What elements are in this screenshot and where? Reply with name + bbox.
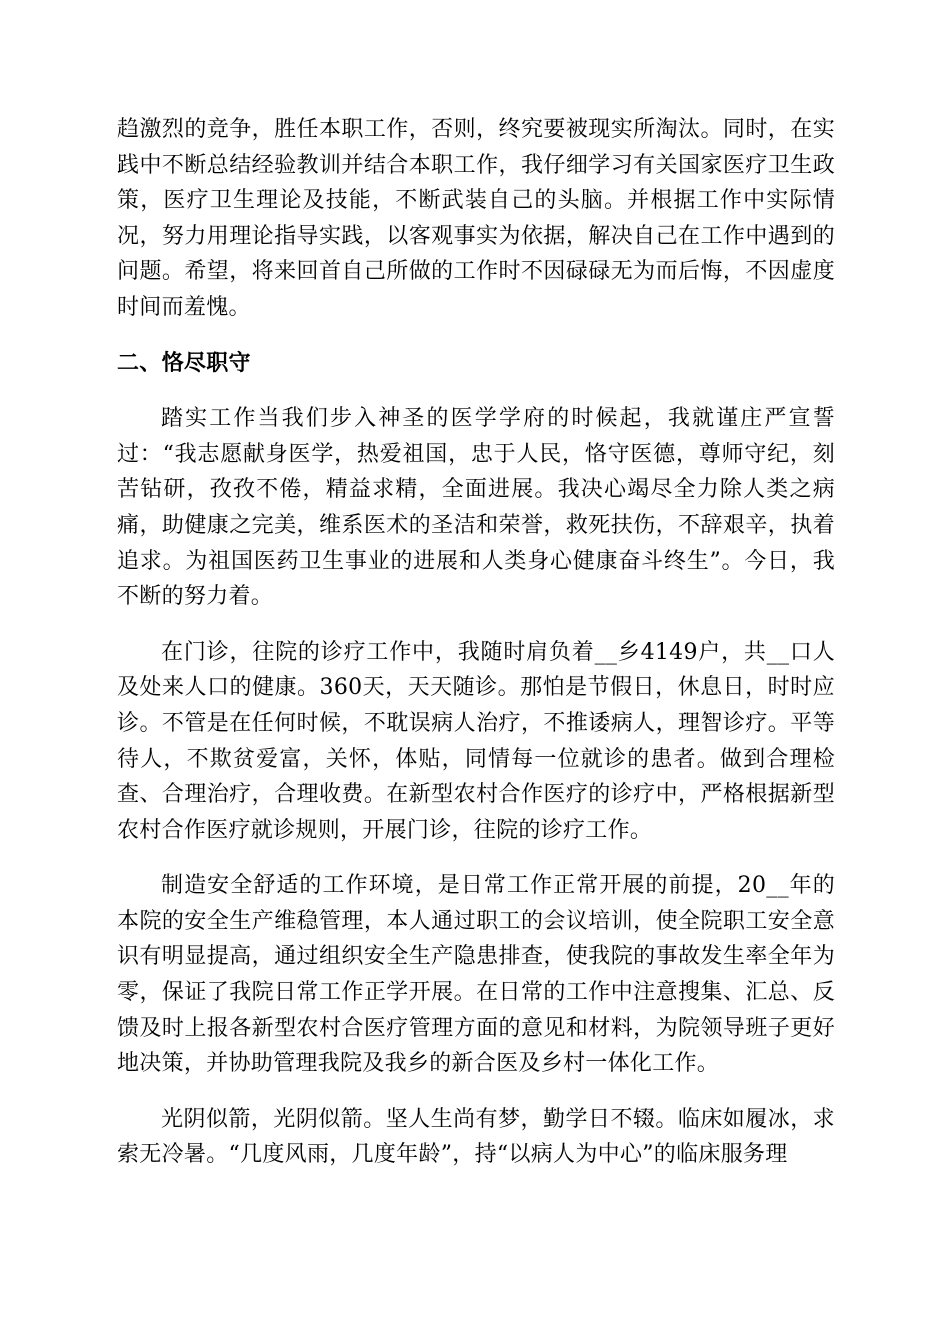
section-heading: 二、恪尽职守 xyxy=(117,350,251,376)
paragraph-safety-management: 制造安全舒适的工作环境，是日常工作正常开展的前提，20__年的本院的安全生产维稳管理，本人通过职工的会议培训，使全院职工安全意识有明显提高，通过组织安全生产隐患排查，使我院的事故发生率全年为零，保证了我院日常工作正学开展。在日常的工作中注意搜集、汇总、反馈及时上报各新型农村合医疗管理方面的意见和材料，为院领导班子更好地决策，并协助管理我院及我乡的新合医及乡村一体化工作。 xyxy=(117,873,835,1077)
document-body xyxy=(117,112,835,1173)
paragraph-closing: 光阴似箭，光阴似箭。坚人生尚有梦，勤学日不辍。临床如履冰，求索无冷暑。“几度风雨，几度年龄”，持“以病人为中心”的临床服务理 xyxy=(117,1106,835,1168)
paragraph-clinic-work: 在门诊，往院的诊疗工作中，我随时肩负着__乡4149户，共__口人及处来人口的健康。360天，天天随诊。那怕是节假日，休息日，时时应诊。不管是在任何时候，不耽误病人治疗，不推诿病人，理智诊疗。平等待人，不欺贫爱富，关怀，体贴，同情每一位就诊的患者。做到合理检查、合理治疗，合理收费。在新型农村合作医疗的诊疗中，严格根据新型农村合作医疗就诊规则，开展门诊，往院的诊疗工作。 xyxy=(117,639,835,843)
paragraph-oath: 踏实工作当我们步入神圣的医学学府的时候起，我就谨庄严宣誓过：“我志愿献身医学，热爱祖国，忠于人民，恪守医德，尊师守纪，刻苦钻研，孜孜不倦，精益求精，全面进展。我决心竭尽全力除人类之病痛，助健康之完美，维系医术的圣洁和荣誉，救死扶伤，不辞艰辛，执着追求。为祖国医药卫生事业的进展和人类身心健康奋斗终生”。今日，我不断的努力着。 xyxy=(117,406,835,610)
paragraph-continuation: 趋激烈的竞争，胜任本职工作，否则，终究要被现实所淘汰。同时，在实践中不断总结经验教训并结合本职工作，我仔细学习有关国家医疗卫生政策，医疗卫生理论及技能，不断武装自己的头脑。并根据工作中实际情况，努力用理论指导实践，以客观事实为依据，解决自己在工作中遇到的问题。希望，将来回首自己所做的工作时不因碌碌无为而后悔，不因虚度时间而羞愧。 xyxy=(117,117,835,320)
